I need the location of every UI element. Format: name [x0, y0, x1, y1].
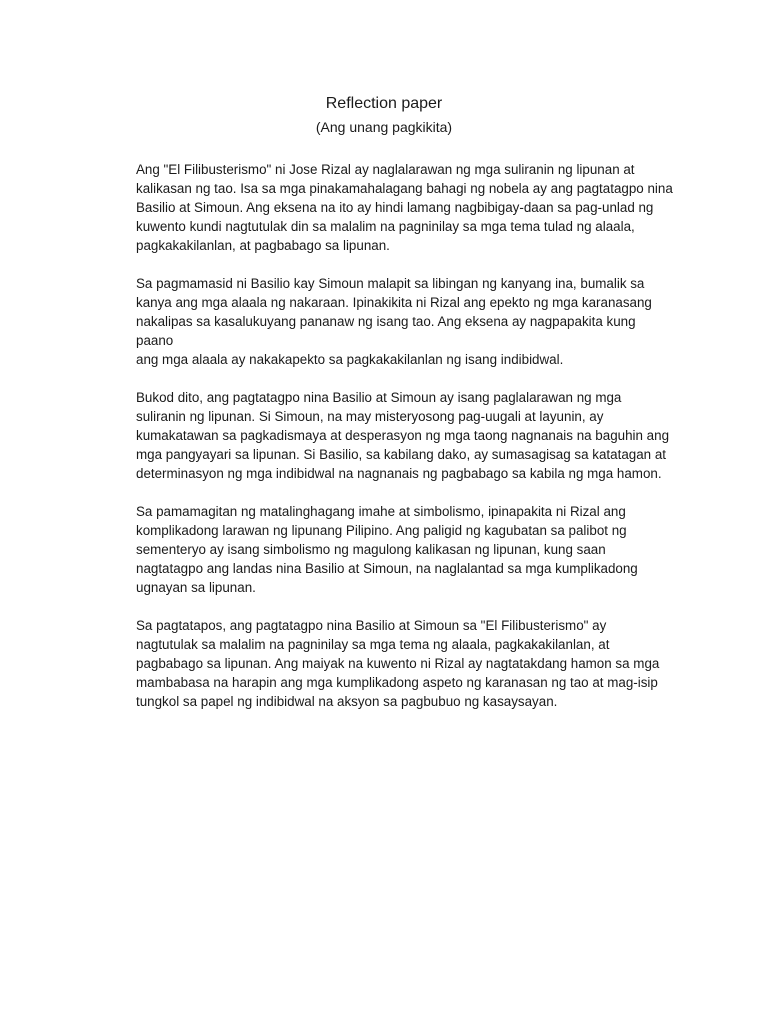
document-body [136, 160, 676, 730]
paragraph-3: Bukod dito, ang pagtatagpo nina Basilio at Simoun ay isang paglalarawan ng mga suliranin ng lipunan. Si Simoun, na may misteryosong pag-uugali at layunin, ay kumakatawan sa pagkadismaya at desperasyon ng mga taong nagnanais na baguhin ang mga pangyayari sa lipunan. Si Basilio, sa kabilang dako, ay sumasagisag sa katatagan at determinasyon ng mga indibidwal na nagnanais ng pagbabago sa kabila ng mga hamon. [136, 390, 670, 481]
paragraph-5: Sa pagtatapos, ang pagtatagpo nina Basilio at Simoun sa "El Filibusterismo" ay nagtutulak sa malalim na pagninilay sa mga tema ng alaala, pagkakakilanlan, at pagbabago sa lipunan. Ang maiyak na kuwento ni Rizal ay nagtatakdang hamon sa mga mambabasa na harapin ang mga kumplikadong aspeto ng karanasan ng tao at mag-isip tungkol sa papel ng indibidwal na aksyon sa pagbubuo ng kasaysayan. [136, 618, 660, 709]
paragraph-2: Sa pagmamasid ni Basilio kay Simoun malapit sa libingan ng kanyang ina, bumalik sa kanya ang mga alaala ng nakaraan. Ipinakikita ni Rizal ang epekto ng mga karanasang nakalipas sa kasalukuyang pananaw ng isang tao. Ang eksena ay nagpapakita kung paano ang mga alaala ay nakakapekto sa pagkakakilanlan ng isang indibidwal. [136, 276, 652, 367]
document-title: Reflection paper [325, 95, 443, 112]
document-header [0, 93, 768, 137]
document-subtitle: (Ang unang pagkikita) [315, 119, 453, 135]
paragraph-4: Sa pamamagitan ng matalinghagang imahe at simbolismo, ipinapakita ni Rizal ang komplikadong larawan ng lipunang Pilipino. Ang paligid ng kagubatan sa palibot ng sementeryo ay isang simbolismo ng magulong kalikasan ng lipunan, kung saan nagtatagpo ang landas nina Basilio at Simoun, na naglalantad sa mga kumplikadong ugnayan sa lipunan. [136, 504, 638, 595]
paragraph-1: Ang "El Filibusterismo" ni Jose Rizal ay naglalarawan ng mga suliranin ng lipunan at kalikasan ng tao. Isa sa mga pinakamahalagang bahagi ng nobela ay ang pagtatagpo nina Basilio at Simoun. Ang eksena na ito ay hindi lamang nagbibigay-daan sa pag-unlad ng kuwento kundi nagtutulak din sa malalim na pagninilay sa mga tema tulad ng alaala, pagkakakilanlan, at pagbabago sa lipunan. [136, 162, 673, 253]
